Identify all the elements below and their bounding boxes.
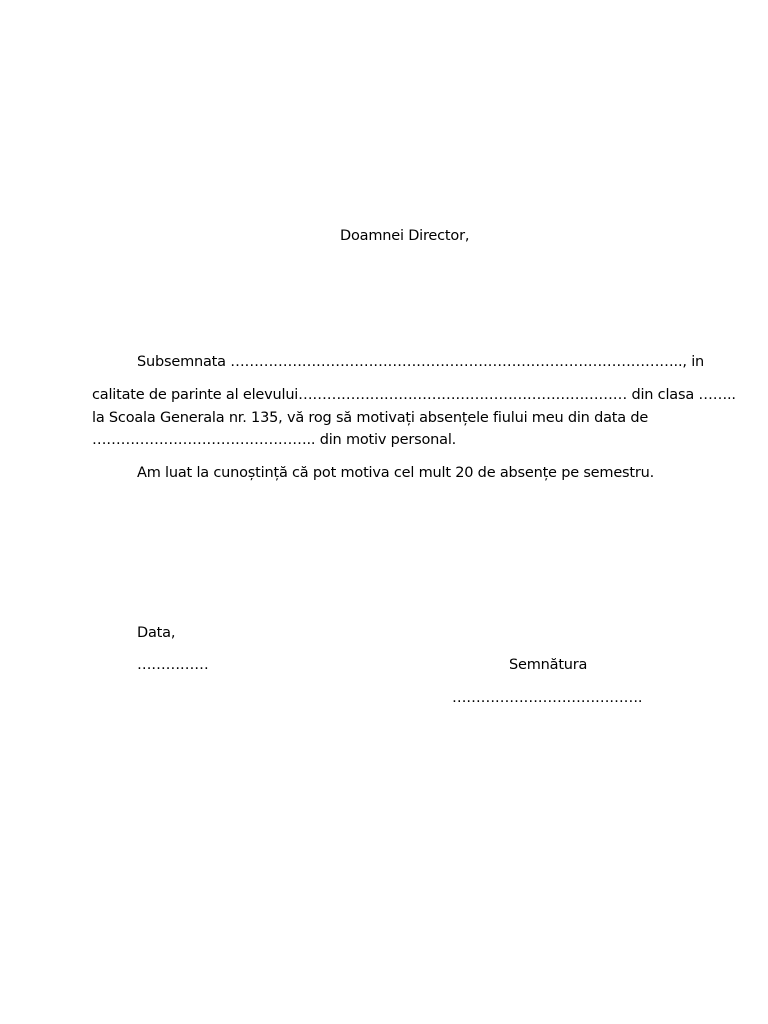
date-label: Data, <box>137 625 176 641</box>
body-line-1: Subsemnata ………………………………………………………………………………….., in <box>137 354 705 370</box>
addressee-heading: Doamnei Director, <box>340 228 470 244</box>
date-blank-field: …………… <box>137 657 209 673</box>
acknowledgement-paragraph: Am luat la cunoștință că pot motiva cel mult 20 de absențe pe semestru. <box>137 465 655 481</box>
body-line-2: calitate de parinte al elevului…………………………………………………………… din clasa …….. <box>92 387 736 403</box>
signature-label: Semnătura <box>509 657 588 673</box>
body-line-3: la Scoala Generala nr. 135, vă rog să motivați absențele fiului meu din data de <box>92 410 649 426</box>
body-line-4: ……………………………………….. din motiv personal. <box>92 432 457 448</box>
signature-blank-field: …………………………………. <box>452 690 643 706</box>
